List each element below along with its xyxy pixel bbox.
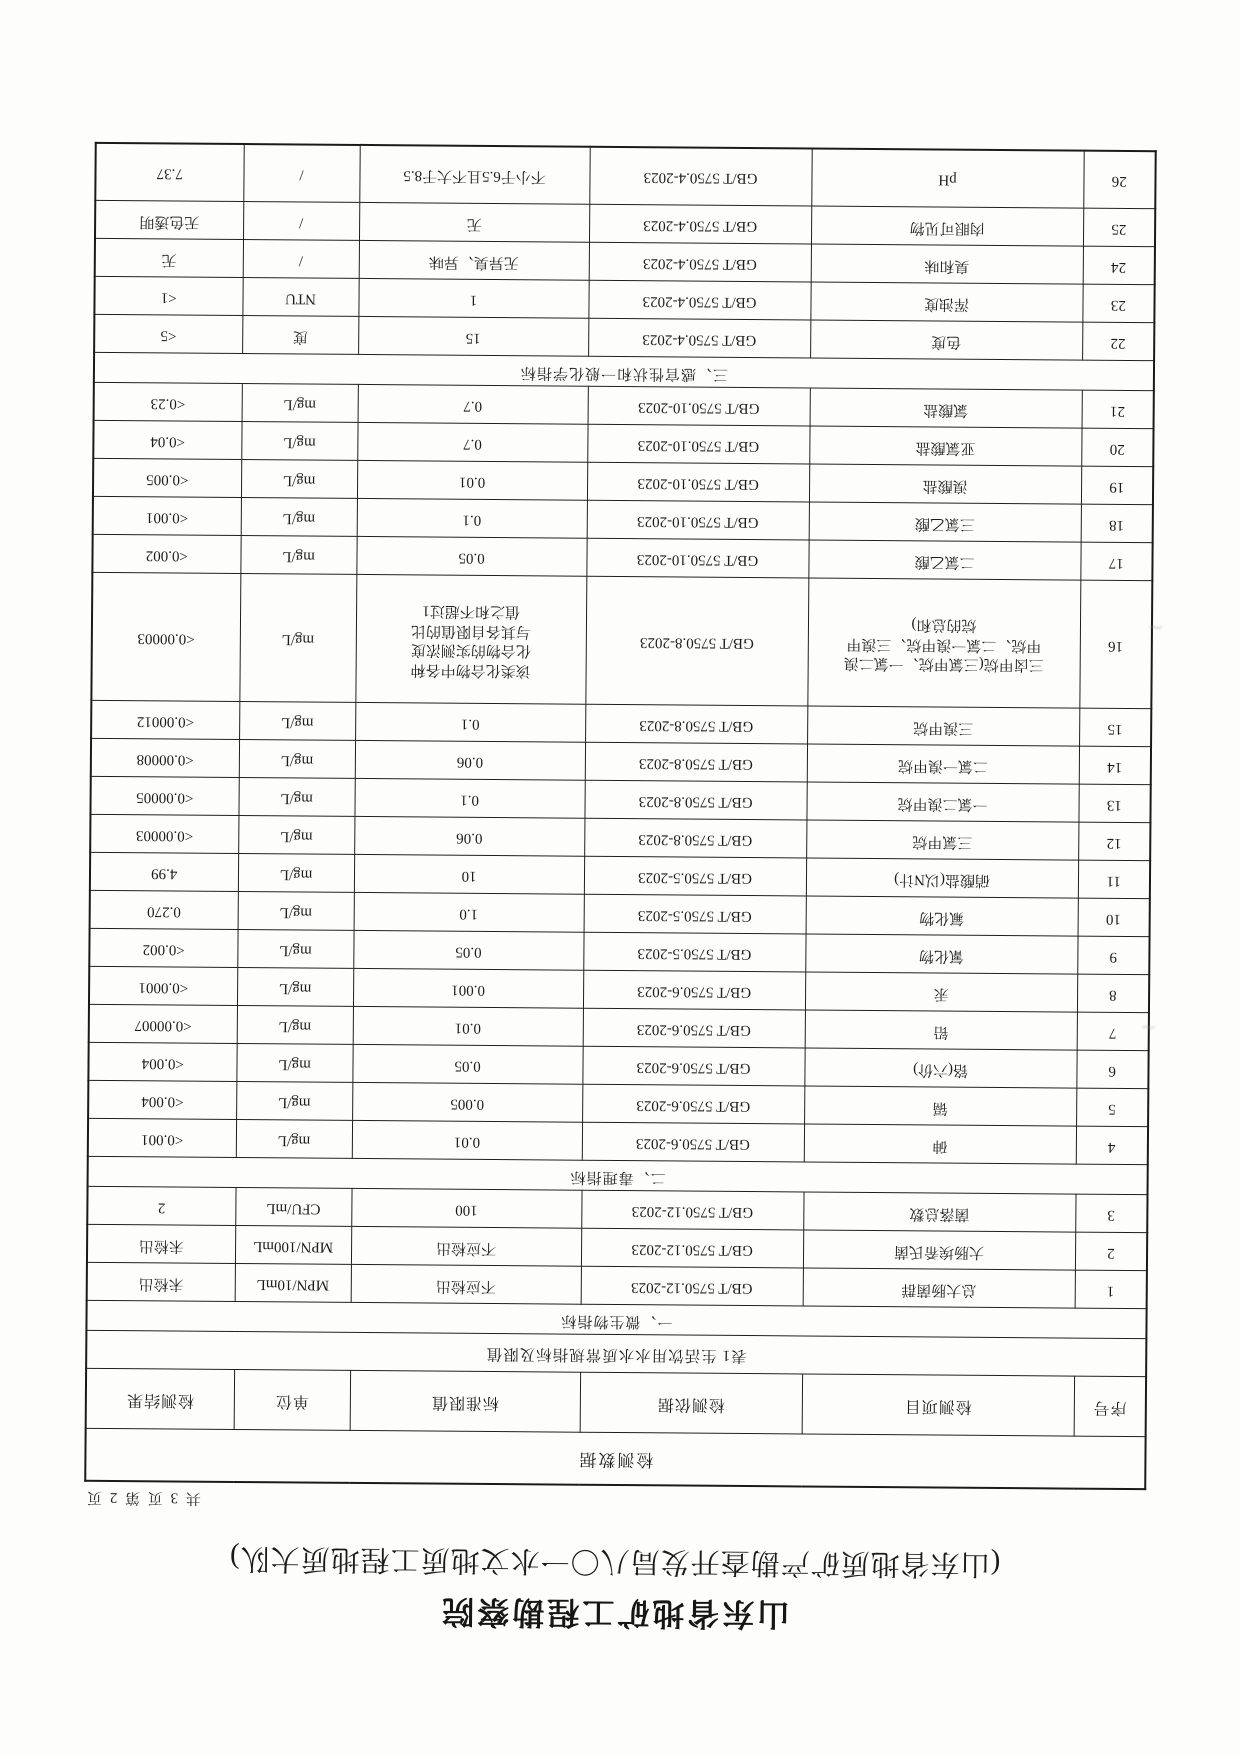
scan-artifact: ∼ (1139, 1016, 1157, 1039)
cell-seq: 10 (1078, 899, 1150, 938)
cell-limit: 0.05 (352, 1045, 582, 1085)
cell-result: <0.00005 (90, 777, 238, 816)
cell-item: 二氯乙酸 (808, 540, 1080, 580)
cell-limit: 0.001 (353, 969, 583, 1009)
org-title: 山东省地矿工程勘察院 (439, 1593, 790, 1633)
cell-unit: MPN/100mL (235, 1226, 351, 1265)
cell-result: 4.99 (90, 853, 238, 892)
cell-method: GB/T 5750.5-2023 (584, 857, 806, 897)
cell-limit: 不小于6.5且不大于8.5 (359, 145, 589, 205)
cell-unit: mg/L (240, 536, 356, 575)
col-header-seq: 序号 (1074, 1377, 1146, 1438)
cell-seq: 11 (1078, 861, 1150, 900)
cell-result: <0.00012 (91, 701, 239, 740)
cell-item: 大肠埃希氏菌 (803, 1230, 1075, 1270)
cell-method: GB/T 5750.4-2023 (588, 281, 810, 321)
cell-result: <0.04 (93, 421, 241, 460)
cell-seq: 5 (1076, 1089, 1148, 1128)
cell-result: <5 (94, 315, 242, 354)
cell-item: 铅 (805, 1010, 1077, 1050)
cell-item: 总大肠菌群 (803, 1268, 1075, 1308)
cell-limit: 无异臭、异味 (359, 241, 589, 281)
col-header-unit: 单位 (234, 1370, 350, 1431)
cell-result: 无 (95, 239, 243, 278)
cell-limit: 0.06 (355, 741, 585, 781)
cell-unit: 度 (242, 316, 358, 355)
cell-result: <0.001 (88, 1119, 236, 1158)
cell-result: 0.270 (90, 891, 238, 930)
cell-result: <0.0001 (89, 967, 237, 1006)
cell-seq: 19 (1081, 467, 1153, 506)
cell-method: GB/T 5750.8-2023 (585, 743, 807, 783)
cell-limit: 不应检出 (351, 1265, 581, 1305)
cell-method: GB/T 5750.8-2023 (585, 577, 808, 707)
cell-item: 硝酸盐(以N计) (806, 858, 1078, 898)
cell-item: 一氯二溴甲烷 (806, 782, 1078, 822)
cell-seq: 25 (1083, 209, 1155, 248)
cell-limit: 0.05 (353, 931, 583, 971)
col-header-item: 检测项目 (802, 1374, 1074, 1436)
cell-limit: 0.7 (357, 423, 587, 463)
cell-result: 未检出 (87, 1263, 235, 1302)
cell-method: GB/T 5750.4-2023 (589, 147, 811, 207)
cell-result: <1 (94, 277, 242, 316)
cell-unit: mg/L (241, 460, 357, 499)
table-row (91, 573, 1152, 709)
cell-result: <0.002 (92, 535, 240, 574)
cell-unit: mg/L (241, 422, 357, 461)
cell-limit: 0.06 (354, 817, 584, 857)
cell-item: 色度 (810, 320, 1082, 360)
cell-seq: 1 (1075, 1271, 1147, 1310)
cell-result: <0.002 (89, 929, 237, 968)
cell-item: 溴酸盐 (809, 464, 1081, 504)
cell-method: GB/T 5750.4-2023 (589, 243, 811, 283)
section-label: 二、毒理指标 (88, 1157, 1148, 1195)
cell-unit: MPN/10mL (235, 1264, 351, 1303)
cell-method: GB/T 5750.12-2023 (581, 1229, 803, 1269)
table-body (85, 143, 1156, 1489)
cell-item: 菌落总数 (803, 1192, 1075, 1232)
cell-method: GB/T 5750.10-2023 (588, 387, 810, 427)
cell-unit: mg/L (238, 854, 354, 893)
cell-unit: mg/L (238, 816, 354, 855)
cell-result: <0.005 (93, 459, 241, 498)
cell-item: 三溴甲烷 (807, 706, 1079, 746)
cell-result: <0.001 (93, 497, 241, 536)
col-header-result: 检测结果 (86, 1369, 235, 1430)
cell-unit: / (243, 240, 359, 279)
cell-unit: mg/L (237, 1006, 353, 1045)
cell-method: GB/T 5750.6-2023 (582, 1123, 804, 1163)
cell-seq: 4 (1076, 1127, 1148, 1166)
cell-limit: 0.1 (355, 703, 585, 743)
cell-seq: 18 (1081, 505, 1153, 544)
column-header-row (86, 1369, 1147, 1437)
col-header-limit: 标准限值 (350, 1371, 580, 1433)
col-header-method: 检测依据 (580, 1373, 802, 1435)
cell-unit: NTU (242, 278, 358, 317)
org-subtitle: (山东省地质矿产勘查开发局八〇一水文地质工程地质大队) (228, 1541, 1001, 1581)
cell-result: 无色透明 (95, 201, 243, 240)
cell-unit: mg/L (242, 384, 358, 423)
cell-seq: 9 (1077, 937, 1149, 976)
cell-unit: mg/L (237, 930, 353, 969)
cell-limit: 100 (351, 1189, 581, 1229)
cell-method: GB/T 5750.6-2023 (583, 1009, 805, 1049)
cell-method: GB/T 5750.10-2023 (586, 539, 808, 579)
cell-method: GB/T 5750.6-2023 (583, 971, 805, 1011)
cell-seq: 3 (1075, 1195, 1147, 1234)
section-label: 三、感官性状和一般化学指标 (94, 353, 1154, 391)
page-info-wrap (85, 1488, 1145, 1517)
cell-seq: 6 (1076, 1051, 1148, 1090)
cell-limit: 0.01 (352, 1121, 582, 1161)
cell-unit: mg/L (236, 1082, 352, 1121)
cell-seq: 20 (1081, 429, 1153, 468)
cell-item: 亚氯酸盐 (809, 426, 1081, 466)
cell-seq: 15 (1079, 709, 1151, 748)
cell-item: 二氯一溴甲烷 (807, 744, 1079, 784)
scan-artifact: ∼ (1147, 616, 1165, 639)
cell-limit: 1.0 (354, 893, 584, 933)
cell-unit: mg/L (241, 498, 357, 537)
cell-seq: 14 (1079, 747, 1151, 786)
cell-limit: 15 (358, 317, 588, 357)
water-quality-table (84, 142, 1157, 1490)
cell-method: GB/T 5750.4-2023 (588, 319, 810, 359)
cell-method: GB/T 5750.5-2023 (584, 895, 806, 935)
table-title-label: 表1 生活饮用水水质常规指标及限值 (86, 1331, 1146, 1377)
cell-seq: 22 (1082, 323, 1154, 362)
cell-seq: 8 (1077, 975, 1149, 1014)
cell-item: 铬(六价) (804, 1048, 1076, 1088)
cell-result: 7.37 (95, 143, 244, 202)
cell-unit: mg/L (236, 1044, 352, 1083)
cell-method: GB/T 5750.5-2023 (583, 933, 805, 973)
data-header-label: 检测数据 (85, 1429, 1145, 1489)
cell-seq: 24 (1083, 247, 1155, 286)
cell-unit: mg/L (237, 968, 353, 1007)
cell-limit: 无 (359, 203, 589, 243)
cell-result: <0.004 (88, 1043, 236, 1082)
cell-result: <0.00007 (89, 1005, 237, 1044)
cell-result: <0.00003 (90, 815, 238, 854)
cell-seq: 13 (1078, 785, 1150, 824)
cell-limit: 0.1 (354, 779, 584, 819)
cell-method: GB/T 5750.8-2023 (585, 705, 807, 745)
cell-result: <0.00003 (91, 573, 240, 702)
cell-item: 臭和味 (811, 244, 1083, 284)
cell-unit: mg/L (239, 740, 355, 779)
cell-limit: 10 (354, 855, 584, 895)
cell-unit: / (243, 202, 359, 241)
cell-item: pH (811, 148, 1083, 208)
section-label: 一、微生物指标 (86, 1301, 1146, 1339)
cell-item: 镉 (804, 1086, 1076, 1126)
cell-method: GB/T 5750.8-2023 (584, 819, 806, 859)
cell-result: <0.00008 (91, 739, 239, 778)
cell-limit: 0.1 (357, 499, 587, 539)
cell-method: GB/T 5750.6-2023 (582, 1047, 804, 1087)
cell-item: 汞 (805, 972, 1077, 1012)
cell-unit: mg/L (239, 574, 356, 703)
cell-seq: 23 (1082, 285, 1154, 324)
cell-limit: 该类化合物中各种化合物的实测浓度与其各自限值的比值之和不超过1 (355, 575, 586, 705)
cell-limit: 0.005 (352, 1083, 582, 1123)
cell-method: GB/T 5750.12-2023 (581, 1267, 803, 1307)
cell-unit: / (243, 144, 359, 203)
cell-item: 氟化物 (806, 896, 1078, 936)
cell-item: 三氯甲烷 (806, 820, 1078, 860)
cell-limit: 0.7 (358, 385, 588, 425)
cell-result: <0.004 (88, 1081, 236, 1120)
cell-unit: mg/L (236, 1120, 352, 1159)
cell-seq: 7 (1077, 1013, 1149, 1052)
cell-limit: 0.01 (357, 461, 587, 501)
cell-limit: 0.05 (356, 537, 586, 577)
data-header-row (85, 1429, 1145, 1489)
cell-method: GB/T 5750.12-2023 (581, 1191, 803, 1231)
cell-item: 砷 (804, 1124, 1076, 1164)
cell-method: GB/T 5750.4-2023 (589, 205, 811, 245)
cell-item: 氯酸盐 (810, 388, 1082, 428)
cell-item: 三氯乙酸 (809, 502, 1081, 542)
cell-seq: 21 (1082, 391, 1154, 430)
page-number-info: 共 3 页 第 2 页 (85, 1488, 201, 1506)
cell-method: GB/T 5750.10-2023 (587, 501, 809, 541)
cell-method: GB/T 5750.10-2023 (587, 463, 809, 503)
cell-limit: 1 (358, 279, 588, 319)
cell-limit: 0.01 (353, 1007, 583, 1047)
cell-item: 肉眼可见物 (811, 206, 1083, 246)
cell-method: GB/T 5750.8-2023 (584, 781, 806, 821)
cell-limit: 不应检出 (351, 1227, 581, 1267)
cell-method: GB/T 5750.10-2023 (587, 425, 809, 465)
cell-unit: mg/L (239, 702, 355, 741)
cell-unit: CFU/mL (235, 1188, 351, 1227)
cell-seq: 17 (1080, 543, 1152, 582)
cell-seq: 26 (1083, 151, 1155, 210)
cell-unit: mg/L (238, 778, 354, 817)
cell-seq: 12 (1078, 823, 1150, 862)
cell-result: 2 (87, 1187, 235, 1226)
cell-item: 氰化物 (805, 934, 1077, 974)
cell-item: 三卤甲烷(三氯甲烷、一氯二溴甲烷、二氯一溴甲烷、三溴甲烷的总和) (807, 578, 1080, 708)
cell-seq: 2 (1075, 1233, 1147, 1272)
cell-item: 浑浊度 (810, 282, 1082, 322)
cell-result: 未检出 (87, 1225, 235, 1264)
cell-method: GB/T 5750.6-2023 (582, 1085, 804, 1125)
cell-unit: mg/L (238, 892, 354, 931)
table-row (95, 143, 1155, 209)
cell-seq: 16 (1079, 581, 1152, 710)
cell-result: <0.23 (94, 383, 242, 422)
